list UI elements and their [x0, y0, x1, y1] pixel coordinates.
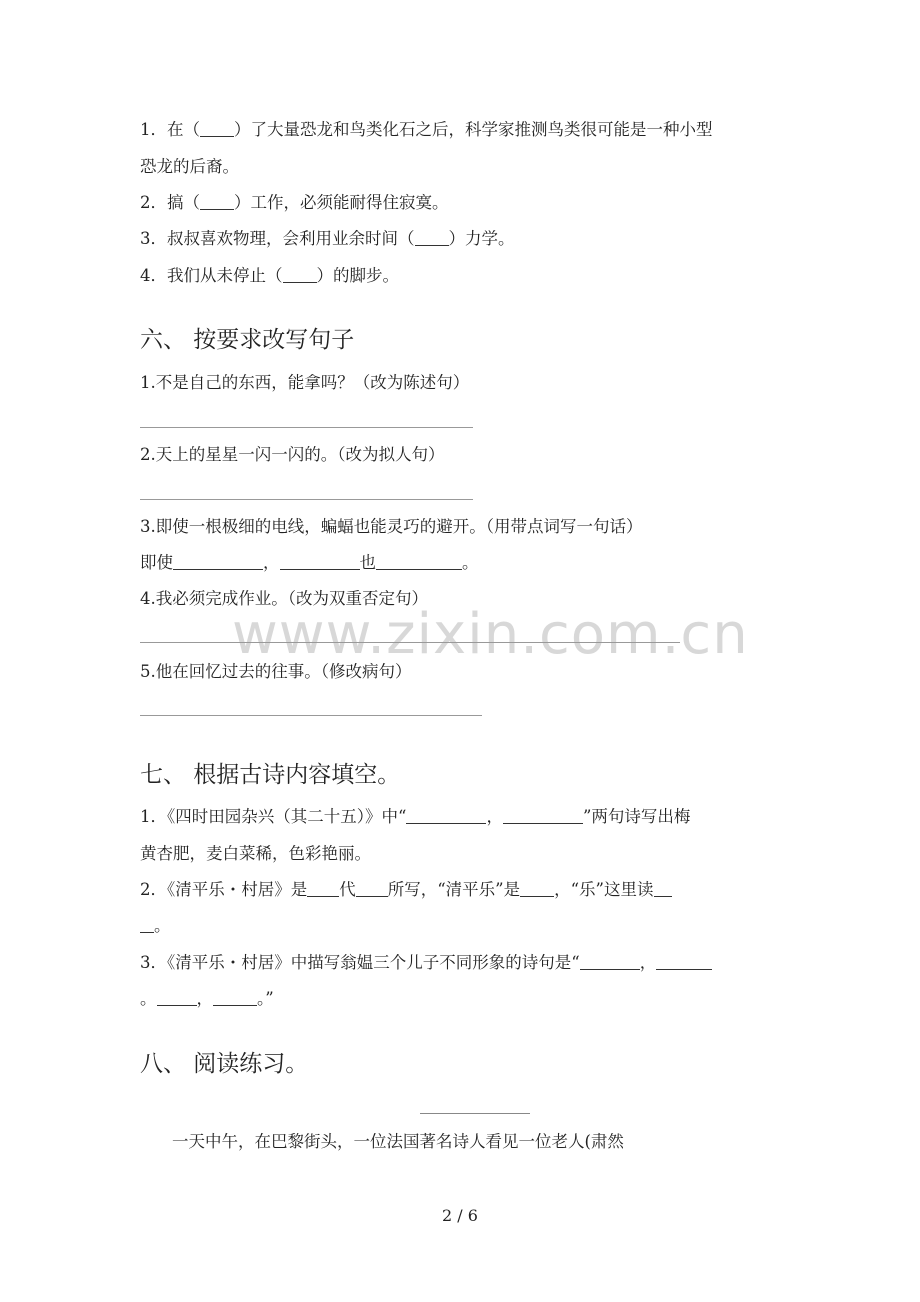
blank[interactable]: [376, 553, 462, 570]
fill-item-2-text-a: 2．搞（: [140, 193, 200, 212]
blank[interactable]: [656, 953, 712, 970]
fill-item-3: [140, 228, 515, 250]
fill-text: ，: [196, 989, 213, 1008]
blank[interactable]: [580, 953, 640, 970]
fill-text: 。: [154, 916, 171, 935]
s6-question-3: 3.即使一根极细的电线，蝙蝠也能灵巧的避开。（用带点词写一句话）: [140, 517, 643, 536]
section-8-heading: 八、 阅读练习。: [140, 1051, 309, 1077]
blank: [283, 266, 317, 283]
fill-text: ，“乐”这里读: [554, 880, 654, 899]
s6-question-1: 1.不是自己的东西，能拿吗？（改为陈述句）: [140, 373, 470, 392]
fill-text: 1．《四时田园杂兴（其二十五）》中“: [140, 807, 407, 826]
s7-question-1-cont: 黄杏肥，麦白菜稀，色彩艳丽。: [140, 844, 371, 863]
blank[interactable]: [406, 807, 486, 824]
s7-question-3-cont: [140, 988, 274, 1010]
blank[interactable]: [307, 880, 339, 897]
fill-item-2: [140, 192, 449, 214]
fill-item-4-text-a: 4．我们从未停止（: [140, 266, 283, 285]
blank[interactable]: [157, 989, 197, 1006]
title-blank-line[interactable]: [420, 1113, 530, 1114]
blank[interactable]: [213, 989, 257, 1006]
fill-item-2-text-b: ）工作，必须能耐得住寂寞。: [234, 193, 449, 212]
fill-item-1: [140, 119, 713, 141]
s7-question-2: [140, 879, 672, 901]
fill-text: 代: [339, 880, 356, 899]
s7-question-2-cont: [140, 915, 171, 937]
fill-text: ，: [263, 553, 280, 572]
answer-line[interactable]: [140, 642, 680, 643]
fill-text: 。”: [257, 989, 274, 1008]
blank: [200, 120, 234, 137]
s7-question-1: [140, 806, 690, 828]
blank: [415, 229, 449, 246]
fill-item-3-text-a: 3．叔叔喜欢物理，会利用业余时间（: [140, 229, 415, 248]
blank[interactable]: [140, 916, 154, 933]
blank: [200, 193, 234, 210]
blank[interactable]: [173, 553, 263, 570]
answer-line[interactable]: [140, 715, 482, 716]
section-7-heading: 七、 根据古诗内容填空。: [140, 762, 401, 788]
reading-paragraph: 一天中午，在巴黎街头，一位法国著名诗人看见一位老人(肃然: [172, 1132, 624, 1151]
answer-line[interactable]: [140, 427, 473, 428]
page-number: 2 / 6: [442, 1206, 478, 1225]
fill-text: 即使: [140, 553, 173, 572]
fill-item-1-text-a: 1．在（: [140, 120, 200, 139]
fill-item-1-cont: 恐龙的后裔。: [140, 157, 239, 176]
watermark: www.zixin.com.cn: [232, 602, 749, 667]
blank[interactable]: [654, 880, 672, 897]
blank[interactable]: [356, 880, 388, 897]
answer-line[interactable]: [140, 499, 473, 500]
fill-text: ”两句诗写出梅: [582, 807, 691, 826]
fill-item-4-text-b: ）的脚步。: [316, 266, 399, 285]
fill-text: 也: [359, 553, 376, 572]
fill-item-1-text-b: ）了大量恐龙和鸟类化石之后，科学家推测鸟类很可能是一种小型: [234, 120, 713, 139]
blank[interactable]: [503, 807, 583, 824]
fill-item-3-text-b: ）力学。: [448, 229, 515, 248]
fill-text: 。: [140, 989, 157, 1008]
fill-item-4: [140, 265, 399, 287]
fill-text: 2．《清平乐・村居》是: [140, 880, 308, 899]
s6-question-3-fill: [140, 552, 479, 574]
s6-question-5: 5.他在回忆过去的往事。（修改病句）: [140, 662, 412, 681]
section-6-heading: 六、 按要求改写句子: [140, 327, 355, 353]
blank[interactable]: [280, 553, 360, 570]
fill-text: 3．《清平乐・村居》中描写翁媪三个儿子不同形象的诗句是“: [140, 953, 580, 972]
fill-text: ，: [486, 807, 503, 826]
fill-text: ，: [639, 953, 657, 972]
s6-question-4: 4.我必须完成作业。（改为双重否定句）: [140, 589, 428, 608]
fill-text: 所写，“清平乐”是: [387, 880, 521, 899]
s7-question-3: [140, 952, 712, 974]
blank[interactable]: [520, 880, 554, 897]
fill-text: 。: [462, 553, 479, 572]
s6-question-2: 2.天上的星星一闪一闪的。（改为拟人句）: [140, 445, 445, 464]
